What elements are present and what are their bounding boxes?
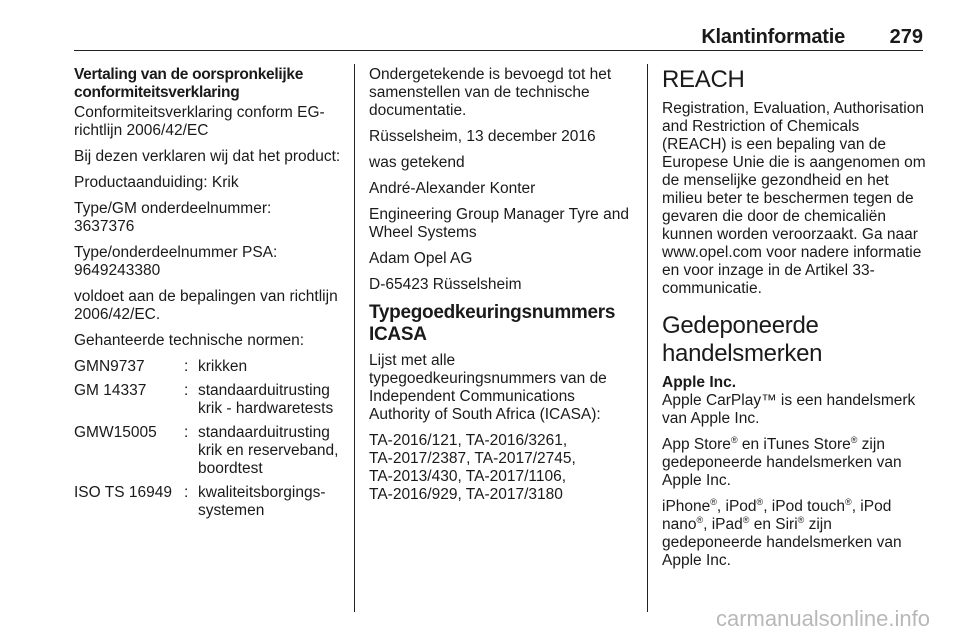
- trademarks-heading: Gedeponeerde handelsmerken: [662, 312, 823, 367]
- table-row: ISO TS 16949 : kwaliteitsborgingssystemen: [74, 484, 326, 519]
- signed-note: was getekend: [369, 154, 465, 171]
- page-title: Klantinformatie: [701, 26, 845, 48]
- page-number: 279: [889, 26, 923, 48]
- declaration-directive: Conformiteitsverklaring conform EG-richtlijn 2006/42/EC: [74, 104, 325, 139]
- place-date: Rüsselsheim, 13 december 2016: [369, 128, 596, 145]
- declaration-heading: Vertaling van de oorspronkelijke conformiteitsverklaring: [74, 66, 304, 101]
- compliance-statement: voldoet aan de bepalingen van richtlijn 2006/42/EC.: [74, 288, 338, 323]
- table-row: GMN9737 : krikken: [74, 358, 248, 375]
- carplay-trademark: Apple CarPlay™ is een handelsmerk van Apple Inc.: [662, 392, 916, 427]
- signatory-role: Engineering Group Manager Tyre and Wheel Systems: [369, 206, 629, 241]
- signatory-name: André-Alexander Konter: [369, 180, 536, 197]
- reach-heading: REACH: [662, 66, 745, 93]
- signatory-authority: Ondergetekende is bevoegd tot het samenstellen van de technische documentatie.: [369, 66, 612, 119]
- icasa-numbers: TA-2016/121, TA-2016/3261, TA-2017/2387, TA-2017/2745, TA-2013/430, TA-2017/1106, TA-2016/929, TA-2017/3180: [369, 432, 576, 503]
- column-3: [662, 66, 927, 578]
- table-row: GM 14337 : standaarduitrusting krik - hardwaretests: [74, 382, 334, 417]
- column-divider-2: [647, 64, 648, 612]
- company-address: D-65423 Rüsselsheim: [369, 276, 522, 293]
- page-header: [74, 22, 923, 51]
- watermark: carmanualsonline.info: [715, 606, 930, 631]
- company-name: Adam Opel AG: [369, 250, 473, 267]
- product-designation: Productaanduiding: Krik: [74, 174, 239, 191]
- apple-devices-trademark: iPhone®, iPod®, iPod touch®, iPod nano®, iPad® en Siri® zijn gedeponeerde handelsmerken van Apple Inc.: [662, 496, 902, 569]
- norms-intro: Gehanteerde technische normen:: [74, 332, 305, 349]
- norms-table: [74, 358, 344, 526]
- declaration-statement: Bij dezen verklaren wij dat het product:: [74, 148, 341, 165]
- app-store-trademark: App Store® en iTunes Store® zijn gedeponeerde handelsmerken van Apple Inc.: [662, 434, 902, 489]
- icasa-intro: Lijst met alle typegoedkeuringsnummers van de Independent Communications Authority of South Africa (ICASA):: [369, 352, 607, 423]
- icasa-heading: Typegoedkeuringsnummers ICASA: [369, 302, 616, 345]
- table-row: GMW15005 : standaarduitrusting krik en reserveband, boordtest: [74, 424, 339, 477]
- column-2: [369, 66, 634, 512]
- reach-text: Registration, Evaluation, Authorisation and Restriction of Chemicals (REACH) is een bepaling van de Europese Unie die is aangenomen om de menselijke gezondheid en het milieu beter te beschermen tegen de gevaren die door de chemicaliën kunnen worden veroorzaakt. Ga naar www.opel.com voor nadere informatie en voor inzage in de Artikel 33-communicatie.: [662, 100, 926, 297]
- column-divider-1: [354, 64, 355, 612]
- psa-part-number: Type/onderdeelnummer PSA: 9649243380: [74, 244, 278, 279]
- column-1: [74, 66, 344, 526]
- gm-part-number: Type/GM onderdeelnummer: 3637376: [74, 200, 272, 235]
- apple-subheading: Apple Inc.: [662, 374, 737, 391]
